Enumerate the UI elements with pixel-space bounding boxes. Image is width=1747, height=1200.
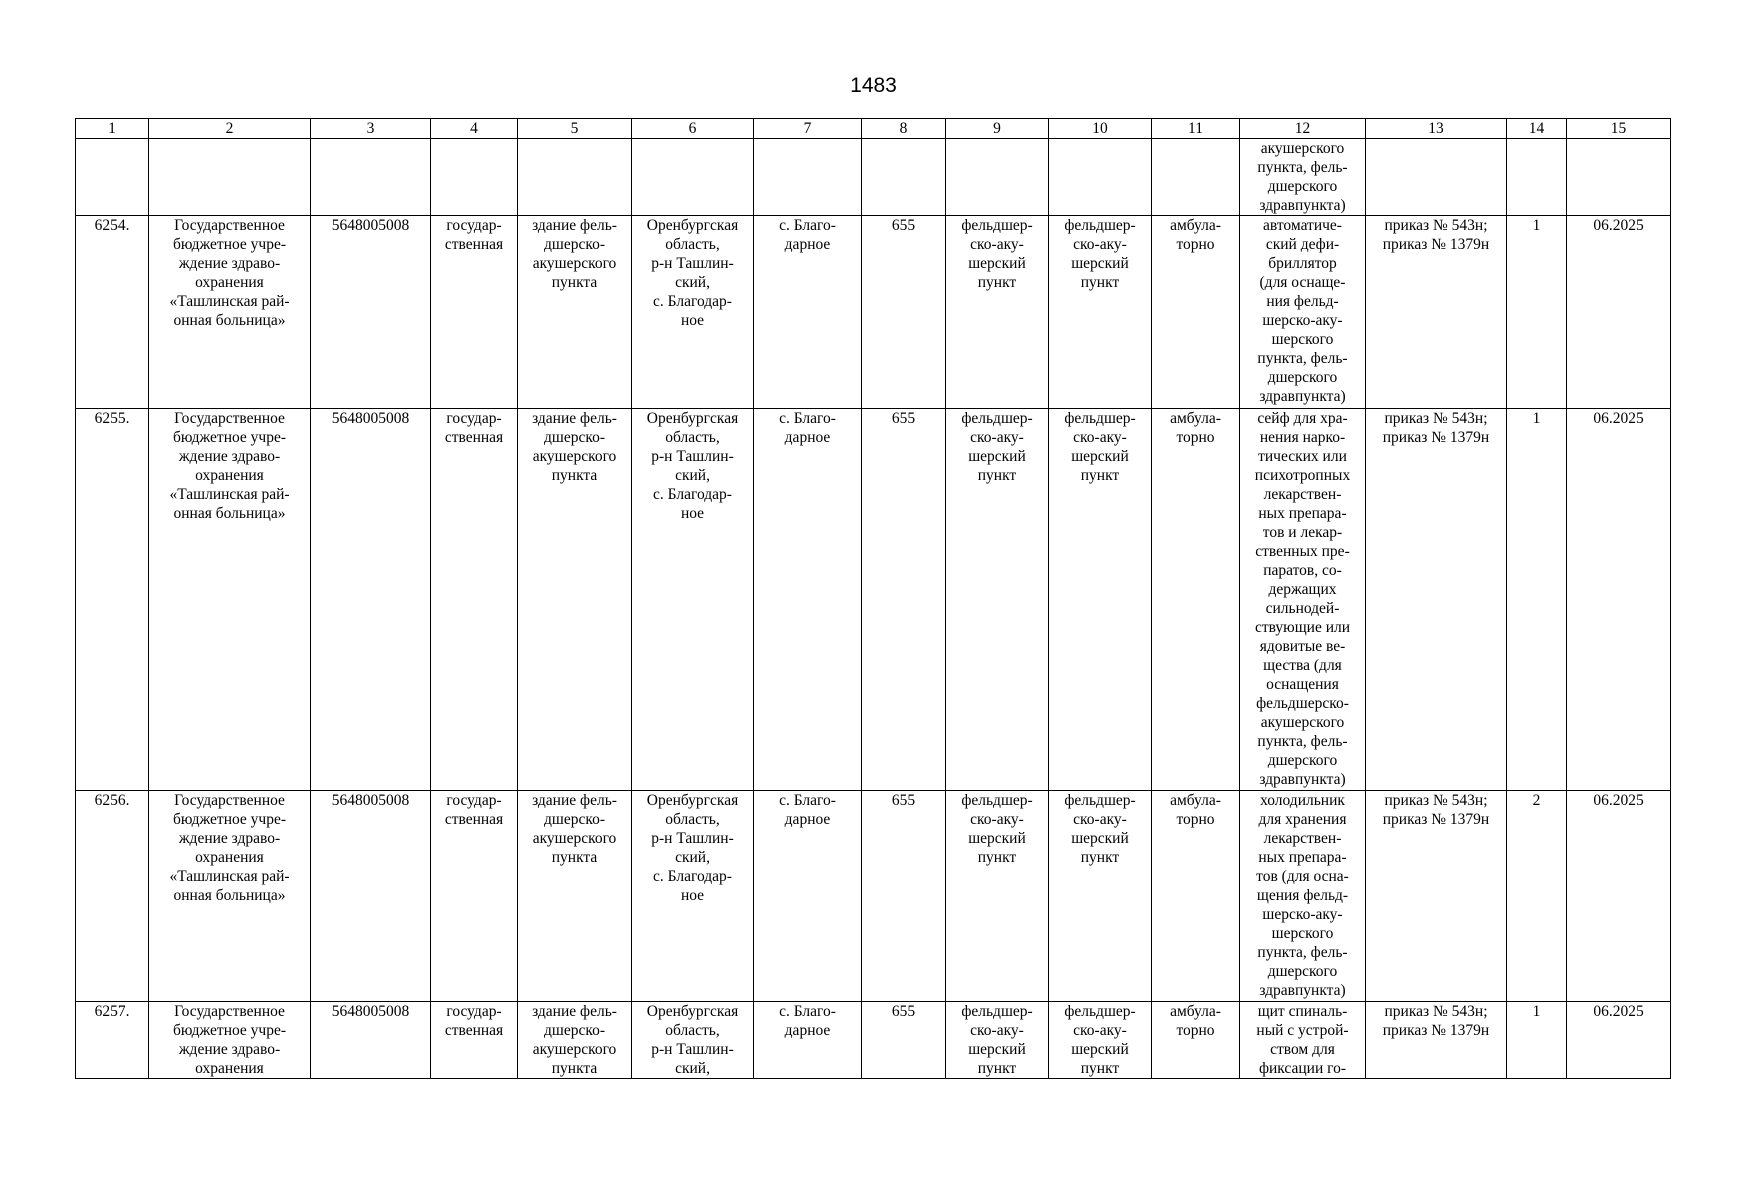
table-cell: с. Благо- дарное: [754, 409, 862, 791]
table-cell: приказ № 543н; приказ № 1379н: [1366, 1002, 1507, 1079]
table-cell: 06.2025: [1567, 791, 1671, 1002]
table-cell: Государственное бюджетное учре- ждение здраво- охранения: [149, 1002, 311, 1079]
table-cell: [946, 139, 1049, 216]
table-row: [76, 139, 1671, 216]
table-cell: [1366, 139, 1507, 216]
table-cell: акушерского пункта, фель- дшерского здравпункта): [1240, 139, 1366, 216]
table-cell: с. Благо- дарное: [754, 791, 862, 1002]
table-cell: [431, 139, 518, 216]
table-row: [76, 1002, 1671, 1079]
table-cell: с. Благо- дарное: [754, 1002, 862, 1079]
table-cell: приказ № 543н; приказ № 1379н: [1366, 216, 1507, 409]
column-number: 7: [754, 119, 862, 139]
table-cell: [632, 139, 754, 216]
table-cell: фельдшер- ско-аку- шерский пункт: [1049, 1002, 1152, 1079]
table-cell: Государственное бюджетное учре- ждение здраво- охранения «Ташлинская рай- онная больница»: [149, 791, 311, 1002]
table-cell: фельдшер- ско-аку- шерский пункт: [1049, 409, 1152, 791]
table-cell: 1: [1507, 216, 1567, 409]
table-cell: фельдшер- ско-аку- шерский пункт: [946, 791, 1049, 1002]
table-cell: приказ № 543н; приказ № 1379н: [1366, 791, 1507, 1002]
column-number: 1: [76, 119, 149, 139]
table-cell: 2: [1507, 791, 1567, 1002]
column-number: 5: [518, 119, 632, 139]
table-cell: 6254.: [76, 216, 149, 409]
page-number: 1483: [850, 74, 897, 97]
table-cell: 6257.: [76, 1002, 149, 1079]
table-cell: фельдшер- ско-аку- шерский пункт: [946, 409, 1049, 791]
column-number: 4: [431, 119, 518, 139]
table-cell: [311, 139, 431, 216]
column-number: 14: [1507, 119, 1567, 139]
table-cell: фельдшер- ско-аку- шерский пункт: [946, 1002, 1049, 1079]
table-cell: амбула- торно: [1152, 216, 1240, 409]
table-cell: 6255.: [76, 409, 149, 791]
registry-table: [75, 118, 1671, 1079]
table-cell: Государственное бюджетное учре- ждение здраво- охранения «Ташлинская рай- онная больница»: [149, 409, 311, 791]
table-cell: государ- ственная: [431, 409, 518, 791]
table-cell: государ- ственная: [431, 791, 518, 1002]
table-cell: 06.2025: [1567, 216, 1671, 409]
table-cell: холодильник для хранения лекарствен- ных препара- тов (для осна- щения фельд- шерско-аку- шерского пункта, фель- дшерского здравпункта): [1240, 791, 1366, 1002]
table-cell: амбула- торно: [1152, 1002, 1240, 1079]
table-cell: Оренбургская область, р-н Ташлин- ский, с. Благодар- ное: [632, 791, 754, 1002]
table-cell: здание фель- дшерско- акушерского пункта: [518, 1002, 632, 1079]
column-number: 12: [1240, 119, 1366, 139]
table-cell: Государственное бюджетное учре- ждение здраво- охранения «Ташлинская рай- онная больница»: [149, 216, 311, 409]
column-number-row: [76, 119, 1671, 139]
column-number: 10: [1049, 119, 1152, 139]
table-cell: сейф для хра- нения нарко- тических или психотропных лекарствен- ных препара- тов и лекар- ственных пре- паратов, со- держащих сильнодей- ствующие или ядовитые ве- щества (для оснащения фельдшерско- акушерского пункта, фель- дшерского здравпункта): [1240, 409, 1366, 791]
table-cell: [76, 139, 149, 216]
column-number: 13: [1366, 119, 1507, 139]
table-cell: фельдшер- ско-аку- шерский пункт: [946, 216, 1049, 409]
table-row: [76, 409, 1671, 791]
table-cell: амбула- торно: [1152, 409, 1240, 791]
column-number: 3: [311, 119, 431, 139]
table-cell: 1: [1507, 409, 1567, 791]
table-cell: [149, 139, 311, 216]
table-cell: 6256.: [76, 791, 149, 1002]
table-cell: фельдшер- ско-аку- шерский пункт: [1049, 216, 1152, 409]
table-cell: [1049, 139, 1152, 216]
table-cell: 06.2025: [1567, 1002, 1671, 1079]
table-cell: [754, 139, 862, 216]
table-cell: здание фель- дшерско- акушерского пункта: [518, 791, 632, 1002]
table-cell: приказ № 543н; приказ № 1379н: [1366, 409, 1507, 791]
table-cell: [862, 139, 946, 216]
table-cell: 655: [862, 1002, 946, 1079]
table-cell: 655: [862, 791, 946, 1002]
table-cell: здание фель- дшерско- акушерского пункта: [518, 216, 632, 409]
table-cell: 5648005008: [311, 1002, 431, 1079]
table-cell: 5648005008: [311, 791, 431, 1002]
table-cell: 5648005008: [311, 216, 431, 409]
table-cell: государ- ственная: [431, 216, 518, 409]
table-cell: Оренбургская область, р-н Ташлин- ский, с. Благодар- ное: [632, 216, 754, 409]
table-cell: 655: [862, 409, 946, 791]
table-cell: 5648005008: [311, 409, 431, 791]
column-number: 2: [149, 119, 311, 139]
table-cell: 06.2025: [1567, 409, 1671, 791]
table-cell: Оренбургская область, р-н Ташлин- ский,: [632, 1002, 754, 1079]
table-cell: [1567, 139, 1671, 216]
table-row: [76, 216, 1671, 409]
table-row: [76, 791, 1671, 1002]
table-cell: 655: [862, 216, 946, 409]
column-number: 6: [632, 119, 754, 139]
table-cell: здание фель- дшерско- акушерского пункта: [518, 409, 632, 791]
column-number: 15: [1567, 119, 1671, 139]
table-cell: [1507, 139, 1567, 216]
column-number: 11: [1152, 119, 1240, 139]
table-cell: автоматиче- ский дефи- бриллятор (для оснаще- ния фельд- шерско-аку- шерского пункта, фель- дшерского здравпункта): [1240, 216, 1366, 409]
table-cell: щит спиналь- ный с устрой- ством для фиксации го-: [1240, 1002, 1366, 1079]
column-number: 9: [946, 119, 1049, 139]
table-cell: фельдшер- ско-аку- шерский пункт: [1049, 791, 1152, 1002]
table-cell: государ- ственная: [431, 1002, 518, 1079]
table-cell: Оренбургская область, р-н Ташлин- ский, с. Благодар- ное: [632, 409, 754, 791]
table-cell: амбула- торно: [1152, 791, 1240, 1002]
column-number: 8: [862, 119, 946, 139]
table-cell: с. Благо- дарное: [754, 216, 862, 409]
table-cell: 1: [1507, 1002, 1567, 1079]
table-cell: [1152, 139, 1240, 216]
table-cell: [518, 139, 632, 216]
